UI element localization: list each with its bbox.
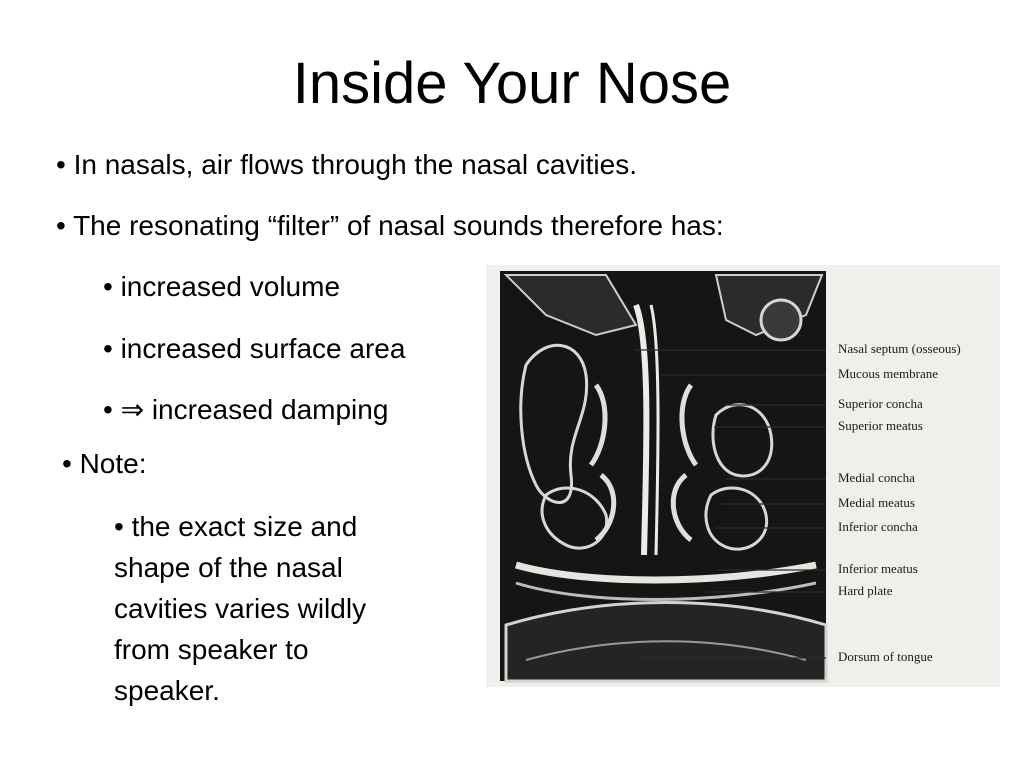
sub-bullet-surface-area: • increased surface area xyxy=(103,333,406,364)
note-line: shape of the nasal xyxy=(114,552,343,583)
label-nasal-septum: Nasal septum (osseous) xyxy=(838,341,961,356)
sub-bullet-damping: • ⇒ increased damping xyxy=(103,394,389,425)
label-medial-concha: Medial concha xyxy=(838,470,915,485)
note-line: cavities varies wildly xyxy=(114,593,367,624)
sub-bullet-volume: • increased volume xyxy=(103,271,341,302)
label-superior-meatus: Superior meatus xyxy=(838,418,923,433)
label-inferior-concha: Inferior concha xyxy=(838,519,918,534)
note-label: • Note: xyxy=(62,448,147,479)
label-inferior-meatus: Inferior meatus xyxy=(838,561,918,576)
diagram-labels xyxy=(838,341,961,664)
bullet-resonating-filter: • The resonating “filter” of nasal sounds therefore has: xyxy=(56,210,724,241)
label-mucous-membrane: Mucous membrane xyxy=(838,366,939,381)
label-dorsum-of-tongue: Dorsum of tongue xyxy=(838,649,933,664)
bullet-nasal-airflow: • In nasals, air flows through the nasal cavities. xyxy=(56,149,637,180)
nasal-cavity-diagram xyxy=(486,265,1000,687)
label-medial-meatus: Medial meatus xyxy=(838,495,915,510)
note-line: • the exact size and xyxy=(114,511,358,542)
note-line: speaker. xyxy=(114,675,220,706)
nasal-cross-section-image xyxy=(500,271,826,681)
slide-title: Inside Your Nose xyxy=(292,51,732,116)
note-line: from speaker to xyxy=(114,634,309,665)
label-superior-concha: Superior concha xyxy=(838,396,923,411)
label-hard-plate: Hard plate xyxy=(838,583,893,598)
note-text xyxy=(114,506,434,711)
